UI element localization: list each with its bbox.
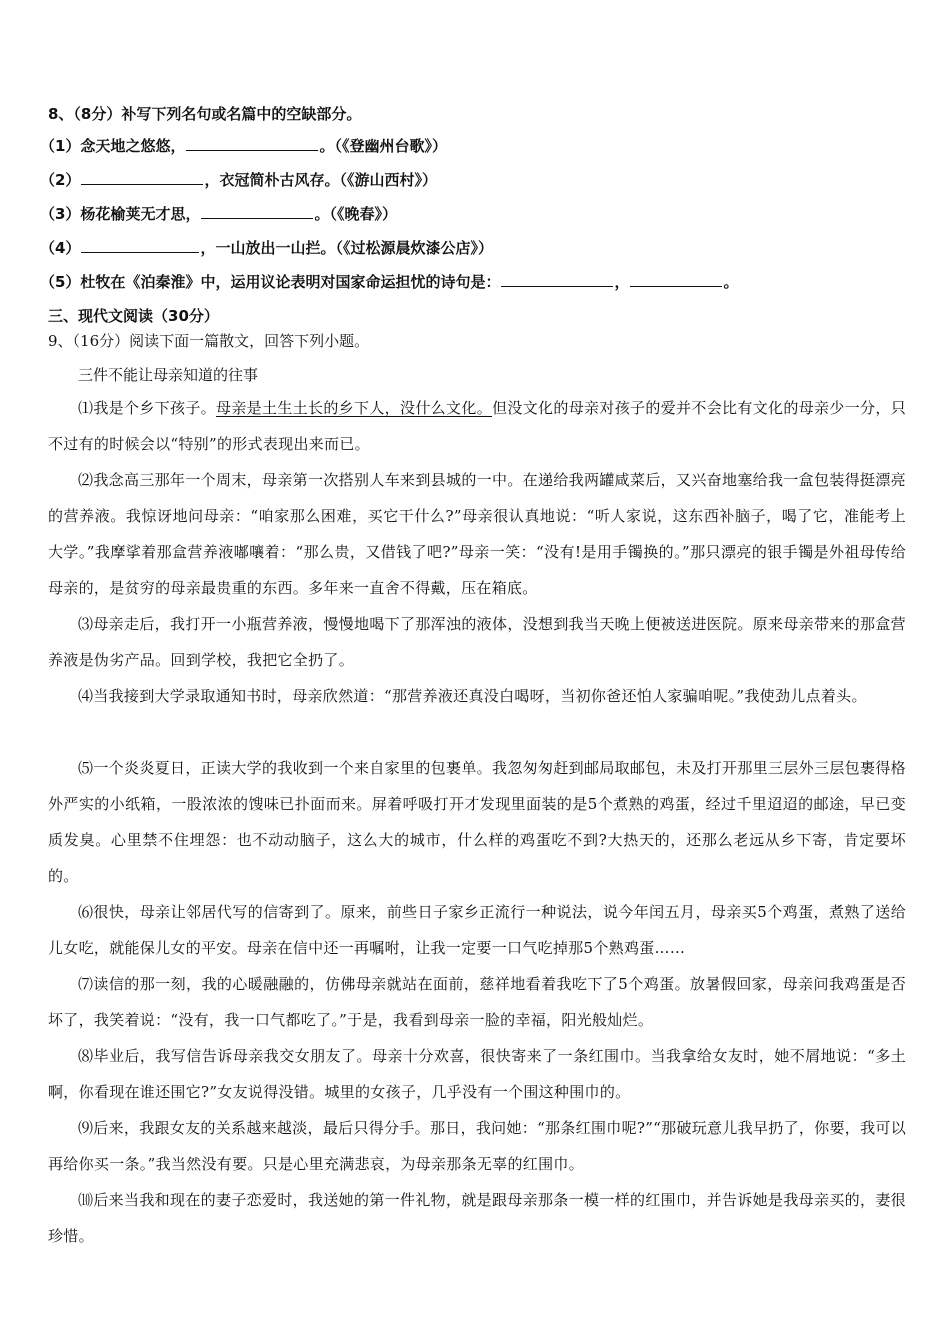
paragraph-7	[48, 966, 906, 1038]
answer-blank[interactable]	[630, 272, 722, 287]
underlined-sentence: 母亲是土生土长的乡下人，没什么文化。	[216, 399, 493, 417]
q9-header	[48, 331, 369, 351]
q8-item-1-pre: （1）念天地之悠悠，	[40, 137, 186, 155]
paragraph-2	[48, 462, 906, 606]
q8-item-5-post: 。	[723, 273, 739, 291]
paragraph-2-text: ⑵我念高三那年一个周末，母亲第一次搭别人车来到县城的一中。在递给我两罐咸菜后，又兴奋地塞给我一盒包装得挺漂亮的营养液。我惊讶地问母亲：“咱家那么困难，买它干什么?”母亲很认真地说：“听人家说，这东西补脑子，喝了它，准能考上大学。”我摩挲着那盒营养液嘟嚷着：“那么贵，又借钱了吧?”母亲一笑：“没有!是用手镯换的。”那只漂亮的银手镯是外祖母传给母亲的，是贫穷的母亲最贵重的东西。多年来一直舍不得戴，压在箱底。	[48, 471, 906, 597]
answer-blank[interactable]	[501, 272, 613, 287]
paragraph-8	[48, 1038, 906, 1110]
paragraph-5	[48, 750, 906, 894]
answer-blank[interactable]	[186, 136, 318, 151]
article-title-text: 三件不能让母亲知道的往事	[78, 366, 259, 384]
q8-header	[48, 104, 361, 124]
paragraph-10	[48, 1182, 906, 1254]
q8-header-text: 8、（8分）补写下列名句或名篇中的空缺部分。	[48, 105, 362, 123]
q8-item-5-pre: （5）杜牧在《泊秦淮》中，运用议论表明对国家命运担忧的诗句是：	[40, 273, 501, 291]
paragraph-9	[48, 1110, 906, 1182]
q8-item-2-pre: （2）	[40, 171, 81, 189]
paragraph-3-text: ⑶母亲走后，我打开一小瓶营养液，慢慢地喝下了那浑浊的液体，没想到我当天晚上便被送进医院。原来母亲带来的那盒营养液是伪劣产品。回到学校，我把它全扔了。	[48, 615, 906, 669]
q8-item-2	[40, 170, 437, 190]
paragraph-1-rest: 但没文化的母亲对孩子的爱并不会比有文化的母亲少一分，只不过有的时候会以“特别”的形式表现出来而已。	[48, 399, 907, 453]
q8-item-4	[40, 238, 493, 258]
article-title	[78, 365, 258, 385]
paragraph-4-text: ⑷当我接到大学录取通知书时，母亲欣然道：“那营养液还真没白喝呀，当初你爸还怕人家骗咱呢。”我使劲儿点着头。	[78, 687, 867, 705]
q8-item-3-post: 。（《晚春》）	[314, 205, 397, 223]
answer-blank[interactable]	[81, 170, 203, 185]
paragraph-7-text: ⑺读信的那一刻，我的心暖融融的，仿佛母亲就站在面前，慈祥地看着我吃下了5个鸡蛋。放暑假回家，母亲问我鸡蛋是否坏了，我笑着说：“没有，我一口气都吃了。”于是，我看到母亲一脸的幸福，阳光般灿烂。	[48, 975, 906, 1029]
paragraph-1	[48, 390, 906, 462]
q8-item-2-post: ，衣冠简朴古风存。（《游山西村》）	[204, 171, 437, 189]
paragraph-5-text: ⑸一个炎炎夏日，正读大学的我收到一个来自家里的包裹单。我忽匆匆赶到邮局取邮包，未及打开那里三层外三层包裹得格外严实的小纸箱，一股浓浓的馊味已扑面而来。屏着呼吸打开才发现里面装的是5个煮熟的鸡蛋，经过千里迢迢的邮途，早已变质发臭。心里禁不住埋怨：也不动动脑子，这么大的城市，什么样的鸡蛋吃不到?大热天的，还那么老远从乡下寄，肯定要坏的。	[48, 759, 906, 885]
q8-item-3	[40, 204, 397, 224]
paragraph-4	[48, 678, 906, 714]
q8-item-4-pre: （4）	[40, 239, 81, 257]
q9-header-text: 9、（16分）阅读下面一篇散文，回答下列小题。	[48, 332, 370, 350]
q8-item-3-pre: （3）杨花榆荚无才思，	[40, 205, 201, 223]
section-title-text: 三、现代文阅读（30分）	[48, 307, 219, 325]
paragraph-6-text: ⑹很快，母亲让邻居代写的信寄到了。原来，前些日子家乡正流行一种说法，说今年闰五月，母亲买5个鸡蛋，煮熟了送给儿女吃，就能保儿女的平安。母亲在信中还一再嘱咐，让我一定要一口气吃掉那5个熟鸡蛋……	[48, 903, 906, 957]
paragraph-3	[48, 606, 906, 678]
answer-blank[interactable]	[201, 204, 313, 219]
paragraph-9-text: ⑼后来，我跟女友的关系越来越淡，最后只得分手。那日，我问她：“那条红围巾呢?”“那破玩意儿我早扔了，你要，我可以再给你买一条。”我当然没有要。只是心里充满悲哀，为母亲那条无辜的红围巾。	[48, 1119, 906, 1173]
answer-blank[interactable]	[81, 238, 199, 253]
paragraph-6	[48, 894, 906, 966]
q8-item-1	[40, 136, 447, 156]
q8-item-5-mid: ，	[614, 273, 630, 291]
q8-item-4-post: ，一山放出一山拦。（《过松源晨炊漆公店》）	[200, 239, 493, 257]
section-title	[48, 306, 219, 326]
paragraph-1-start: ⑴我是个乡下孩子。	[78, 399, 217, 417]
q8-item-5	[40, 272, 738, 292]
q8-item-1-post: 。（《登幽州台歌》）	[319, 137, 447, 155]
paragraph-10-text: ⑽后来当我和现在的妻子恋爱时，我送她的第一件礼物，就是跟母亲那条一模一样的红围巾，并告诉她是我母亲买的，妻很珍惜。	[48, 1191, 906, 1245]
paragraph-8-text: ⑻毕业后，我写信告诉母亲我交女朋友了。母亲十分欢喜，很快寄来了一条红围巾。当我拿给女友时，她不屑地说：“多土啊，你看现在谁还围它?”女友说得没错。城里的女孩子，几乎没有一个围这种围巾的。	[48, 1047, 906, 1101]
